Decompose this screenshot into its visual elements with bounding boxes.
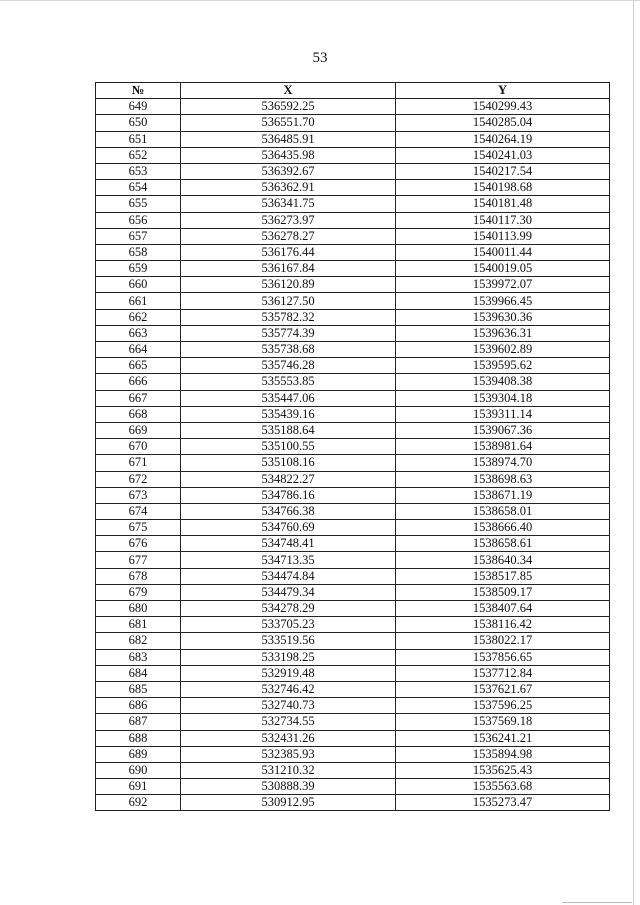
cell-number: 657 <box>96 228 181 244</box>
cell-x: 534822.27 <box>181 471 396 487</box>
table-row <box>96 649 610 665</box>
cell-y: 1535563.68 <box>396 779 610 795</box>
table-row <box>96 99 610 115</box>
table-row <box>96 131 610 147</box>
table-row <box>96 390 610 406</box>
cell-number: 655 <box>96 196 181 212</box>
table-row <box>96 762 610 778</box>
cell-x: 534766.38 <box>181 503 396 519</box>
cell-y: 1538640.34 <box>396 552 610 568</box>
table-row <box>96 277 610 293</box>
cell-x: 536362.91 <box>181 180 396 196</box>
cell-y: 1538981.64 <box>396 439 610 455</box>
table-row <box>96 196 610 212</box>
cell-number: 665 <box>96 358 181 374</box>
table-row <box>96 520 610 536</box>
cell-number: 663 <box>96 325 181 341</box>
table-row <box>96 503 610 519</box>
table-row <box>96 536 610 552</box>
cell-y: 1539304.18 <box>396 390 610 406</box>
table-row <box>96 358 610 374</box>
cell-y: 1539595.62 <box>396 358 610 374</box>
cell-number: 687 <box>96 714 181 730</box>
cell-x: 536485.91 <box>181 131 396 147</box>
cell-number: 651 <box>96 131 181 147</box>
cell-x: 536176.44 <box>181 244 396 260</box>
cell-y: 1539966.45 <box>396 293 610 309</box>
table-row <box>96 617 610 633</box>
cell-x: 536435.98 <box>181 147 396 163</box>
cell-y: 1540113.99 <box>396 228 610 244</box>
cell-number: 656 <box>96 212 181 228</box>
cell-x: 535108.16 <box>181 455 396 471</box>
cell-y: 1539636.31 <box>396 325 610 341</box>
cell-x: 535100.55 <box>181 439 396 455</box>
table-row <box>96 487 610 503</box>
cell-y: 1538974.70 <box>396 455 610 471</box>
cell-number: 662 <box>96 309 181 325</box>
cell-number: 676 <box>96 536 181 552</box>
cell-y: 1539602.89 <box>396 342 610 358</box>
header-y: Y <box>396 83 610 99</box>
cell-number: 670 <box>96 439 181 455</box>
cell-x: 535553.85 <box>181 374 396 390</box>
cell-number: 650 <box>96 115 181 131</box>
cell-x: 533705.23 <box>181 617 396 633</box>
cell-x: 532734.55 <box>181 714 396 730</box>
cell-x: 535774.39 <box>181 325 396 341</box>
cell-number: 671 <box>96 455 181 471</box>
cell-x: 536341.75 <box>181 196 396 212</box>
table-row <box>96 584 610 600</box>
table-row <box>96 681 610 697</box>
cell-y: 1540241.03 <box>396 147 610 163</box>
cell-number: 667 <box>96 390 181 406</box>
cell-y: 1538116.42 <box>396 617 610 633</box>
cell-number: 681 <box>96 617 181 633</box>
table-header-row <box>96 83 610 99</box>
cell-x: 533519.56 <box>181 633 396 649</box>
cell-x: 536592.25 <box>181 99 396 115</box>
cell-number: 658 <box>96 244 181 260</box>
table-row <box>96 601 610 617</box>
table-row <box>96 779 610 795</box>
table-row <box>96 422 610 438</box>
cell-y: 1536241.21 <box>396 730 610 746</box>
cell-y: 1540181.48 <box>396 196 610 212</box>
table-row <box>96 374 610 390</box>
table-row <box>96 439 610 455</box>
cell-y: 1539408.38 <box>396 374 610 390</box>
cell-y: 1538517.85 <box>396 568 610 584</box>
cell-y: 1538658.01 <box>396 503 610 519</box>
cell-x: 535746.28 <box>181 358 396 374</box>
cell-number: 679 <box>96 584 181 600</box>
cell-y: 1540285.04 <box>396 115 610 131</box>
cell-x: 534786.16 <box>181 487 396 503</box>
cell-number: 652 <box>96 147 181 163</box>
cell-x: 536551.70 <box>181 115 396 131</box>
cell-x: 532919.48 <box>181 665 396 681</box>
cell-x: 536120.89 <box>181 277 396 293</box>
cell-x: 532746.42 <box>181 681 396 697</box>
scan-top-edge <box>0 0 640 1</box>
header-number: № <box>96 83 181 99</box>
table-row <box>96 665 610 681</box>
cell-number: 675 <box>96 520 181 536</box>
cell-number: 673 <box>96 487 181 503</box>
cell-x: 536167.84 <box>181 261 396 277</box>
cell-number: 669 <box>96 422 181 438</box>
cell-x: 535782.32 <box>181 309 396 325</box>
cell-y: 1540198.68 <box>396 180 610 196</box>
cell-y: 1538698.63 <box>396 471 610 487</box>
cell-y: 1540011.44 <box>396 244 610 260</box>
cell-y: 1537712.84 <box>396 665 610 681</box>
cell-y: 1537856.65 <box>396 649 610 665</box>
cell-y: 1539067.36 <box>396 422 610 438</box>
header-x: X <box>181 83 396 99</box>
cell-x: 534474.84 <box>181 568 396 584</box>
table-row <box>96 455 610 471</box>
table-row <box>96 406 610 422</box>
cell-x: 533198.25 <box>181 649 396 665</box>
cell-y: 1538509.17 <box>396 584 610 600</box>
cell-number: 672 <box>96 471 181 487</box>
cell-x: 536392.67 <box>181 163 396 179</box>
scan-bottom-mark <box>562 902 632 903</box>
cell-y: 1537569.18 <box>396 714 610 730</box>
cell-x: 532740.73 <box>181 698 396 714</box>
cell-number: 691 <box>96 779 181 795</box>
cell-x: 530912.95 <box>181 795 396 811</box>
table-row <box>96 746 610 762</box>
cell-number: 682 <box>96 633 181 649</box>
cell-x: 535439.16 <box>181 406 396 422</box>
cell-number: 680 <box>96 601 181 617</box>
table-row <box>96 293 610 309</box>
cell-y: 1538022.17 <box>396 633 610 649</box>
cell-y: 1540117.30 <box>396 212 610 228</box>
cell-number: 684 <box>96 665 181 681</box>
page-number: 53 <box>312 50 328 66</box>
table-row <box>96 115 610 131</box>
cell-number: 654 <box>96 180 181 196</box>
cell-x: 535188.64 <box>181 422 396 438</box>
cell-y: 1540299.43 <box>396 99 610 115</box>
cell-y: 1539630.36 <box>396 309 610 325</box>
cell-y: 1535625.43 <box>396 762 610 778</box>
table-row <box>96 714 610 730</box>
table-row <box>96 147 610 163</box>
table-row <box>96 163 610 179</box>
cell-number: 686 <box>96 698 181 714</box>
table-row <box>96 633 610 649</box>
cell-number: 690 <box>96 762 181 778</box>
cell-number: 678 <box>96 568 181 584</box>
cell-x: 534713.35 <box>181 552 396 568</box>
cell-y: 1537596.25 <box>396 698 610 714</box>
cell-number: 677 <box>96 552 181 568</box>
cell-number: 649 <box>96 99 181 115</box>
table-row <box>96 325 610 341</box>
cell-number: 659 <box>96 261 181 277</box>
cell-y: 1539972.07 <box>396 277 610 293</box>
cell-y: 1538671.19 <box>396 487 610 503</box>
cell-number: 688 <box>96 730 181 746</box>
cell-y: 1535894.98 <box>396 746 610 762</box>
cell-y: 1535273.47 <box>396 795 610 811</box>
cell-number: 689 <box>96 746 181 762</box>
table-row <box>96 471 610 487</box>
cell-number: 683 <box>96 649 181 665</box>
table-row <box>96 730 610 746</box>
table-row <box>96 552 610 568</box>
table-row <box>96 180 610 196</box>
table-body <box>96 99 610 811</box>
table-row <box>96 244 610 260</box>
cell-number: 685 <box>96 681 181 697</box>
cell-y: 1538666.40 <box>396 520 610 536</box>
cell-x: 534278.29 <box>181 601 396 617</box>
table-row <box>96 212 610 228</box>
cell-y: 1540019.05 <box>396 261 610 277</box>
cell-number: 668 <box>96 406 181 422</box>
scan-right-edge <box>633 0 634 905</box>
cell-x: 535738.68 <box>181 342 396 358</box>
cell-number: 664 <box>96 342 181 358</box>
coordinates-table <box>95 82 610 811</box>
cell-x: 534479.34 <box>181 584 396 600</box>
cell-number: 653 <box>96 163 181 179</box>
cell-number: 692 <box>96 795 181 811</box>
cell-y: 1540264.19 <box>396 131 610 147</box>
cell-y: 1539311.14 <box>396 406 610 422</box>
cell-number: 674 <box>96 503 181 519</box>
cell-y: 1540217.54 <box>396 163 610 179</box>
cell-y: 1537621.67 <box>396 681 610 697</box>
table-row <box>96 795 610 811</box>
table-row <box>96 698 610 714</box>
cell-x: 535447.06 <box>181 390 396 406</box>
cell-x: 534748.41 <box>181 536 396 552</box>
cell-x: 532385.93 <box>181 746 396 762</box>
cell-y: 1538407.64 <box>396 601 610 617</box>
cell-x: 534760.69 <box>181 520 396 536</box>
cell-x: 536127.50 <box>181 293 396 309</box>
table-row <box>96 342 610 358</box>
cell-y: 1538658.61 <box>396 536 610 552</box>
cell-x: 532431.26 <box>181 730 396 746</box>
cell-number: 660 <box>96 277 181 293</box>
table-row <box>96 228 610 244</box>
table-row <box>96 568 610 584</box>
cell-x: 530888.39 <box>181 779 396 795</box>
cell-x: 531210.32 <box>181 762 396 778</box>
cell-number: 666 <box>96 374 181 390</box>
table-row <box>96 261 610 277</box>
cell-x: 536273.97 <box>181 212 396 228</box>
cell-number: 661 <box>96 293 181 309</box>
table-row <box>96 309 610 325</box>
cell-x: 536278.27 <box>181 228 396 244</box>
